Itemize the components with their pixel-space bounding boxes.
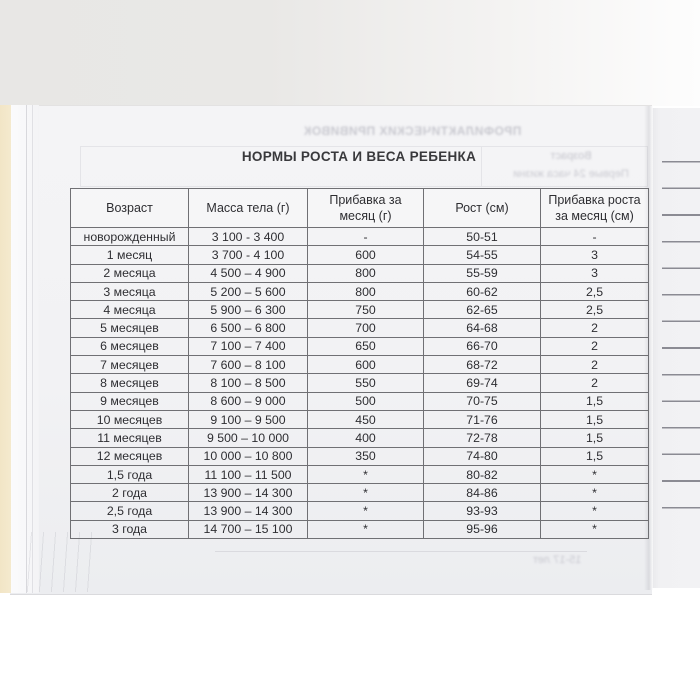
table-cell: 1,5 bbox=[541, 392, 649, 410]
table-cell: 8 600 – 9 000 bbox=[189, 392, 308, 410]
photo-backdrop-bottom bbox=[0, 592, 700, 700]
table-cell: 64-68 bbox=[424, 319, 541, 337]
table-cell: * bbox=[308, 484, 424, 502]
table-cell: 1,5 года bbox=[71, 465, 189, 483]
table-cell: 80-82 bbox=[424, 465, 541, 483]
table-cell: 10 000 – 10 800 bbox=[189, 447, 308, 465]
col-header-height: Рост (см) bbox=[424, 189, 541, 228]
col-header-height-gain: Прибавка роста за месяц (см) bbox=[541, 189, 649, 228]
table-cell: 72-78 bbox=[424, 429, 541, 447]
table-cell: 3 месяца bbox=[71, 282, 189, 300]
bleed-through-cell: Первые 24 часа жизни bbox=[513, 168, 629, 180]
table-cell: 450 bbox=[308, 410, 424, 428]
col-header-monthly-gain: Прибавка за месяц (г) bbox=[308, 189, 424, 228]
bleed-through-cell: Возраст bbox=[550, 150, 592, 162]
page-title: НОРМЫ РОСТА И ВЕСА РЕБЕНКА bbox=[241, 149, 477, 164]
table-row bbox=[71, 228, 649, 246]
table-cell: 800 bbox=[308, 282, 424, 300]
table-cell: 350 bbox=[308, 447, 424, 465]
table-row bbox=[71, 465, 649, 483]
table-cell: 1 месяц bbox=[71, 246, 189, 264]
table-cell: 2,5 bbox=[541, 301, 649, 319]
table-row bbox=[71, 392, 649, 410]
table-row bbox=[71, 410, 649, 428]
table-cell: 2 bbox=[541, 337, 649, 355]
table-cell: 11 месяцев bbox=[71, 429, 189, 447]
growth-weight-table bbox=[70, 188, 649, 539]
col-header-age: Возраст bbox=[71, 189, 189, 228]
table-row bbox=[71, 520, 649, 538]
table-cell: 3 100 - 3 400 bbox=[189, 228, 308, 246]
table-row bbox=[71, 319, 649, 337]
table-row bbox=[71, 301, 649, 319]
table-cell: 2 bbox=[541, 356, 649, 374]
table-cell: 5 900 – 6 300 bbox=[189, 301, 308, 319]
table-cell: 6 500 – 6 800 bbox=[189, 319, 308, 337]
table-cell: 13 900 – 14 300 bbox=[189, 502, 308, 520]
table-row bbox=[71, 502, 649, 520]
table-cell: 2 года bbox=[71, 484, 189, 502]
table-cell: 700 bbox=[308, 319, 424, 337]
photo-backdrop-top bbox=[0, 0, 700, 106]
bleed-through-bottom-row bbox=[215, 551, 587, 566]
table-cell: 9 100 – 9 500 bbox=[189, 410, 308, 428]
table-cell: 74-80 bbox=[424, 447, 541, 465]
table-cell: 600 bbox=[308, 246, 424, 264]
table-cell: 55-59 bbox=[424, 264, 541, 282]
bleed-through-cell: 15-17 лет bbox=[532, 554, 581, 566]
table-cell: 4 500 – 4 900 bbox=[189, 264, 308, 282]
table-row bbox=[71, 356, 649, 374]
table-cell: 9 500 – 10 000 bbox=[189, 429, 308, 447]
page-corner-sheets bbox=[20, 532, 98, 592]
table-cell: 4 месяца bbox=[71, 301, 189, 319]
bleed-through-heading: ПРОФИЛАКТИЧЕСКИХ ПРИВИВОК bbox=[303, 124, 522, 138]
table-cell: 71-76 bbox=[424, 410, 541, 428]
table-cell: 600 bbox=[308, 356, 424, 374]
table-cell: * bbox=[541, 502, 649, 520]
lined-page-edge bbox=[652, 108, 700, 588]
table-cell: * bbox=[541, 465, 649, 483]
table-cell: 69-74 bbox=[424, 374, 541, 392]
table-cell: * bbox=[308, 520, 424, 538]
table-cell: 84-86 bbox=[424, 484, 541, 502]
table-cell: 68-72 bbox=[424, 356, 541, 374]
table-cell: 1,5 bbox=[541, 410, 649, 428]
table-cell: 50-51 bbox=[424, 228, 541, 246]
table-row bbox=[71, 337, 649, 355]
table-cell: 5 200 – 5 600 bbox=[189, 282, 308, 300]
table-cell: * bbox=[308, 465, 424, 483]
table-cell: 6 месяцев bbox=[71, 337, 189, 355]
table-cell: 66-70 bbox=[424, 337, 541, 355]
table-cell: 800 bbox=[308, 264, 424, 282]
table-row bbox=[71, 264, 649, 282]
table-cell: 70-75 bbox=[424, 392, 541, 410]
table-row bbox=[71, 282, 649, 300]
table-cell: 95-96 bbox=[424, 520, 541, 538]
table-cell: 500 bbox=[308, 392, 424, 410]
table-cell: 1,5 bbox=[541, 429, 649, 447]
ruled-lines bbox=[662, 161, 700, 533]
table-cell: 1,5 bbox=[541, 447, 649, 465]
table-cell: 7 100 – 7 400 bbox=[189, 337, 308, 355]
table-cell: * bbox=[541, 520, 649, 538]
table-cell: 12 месяцев bbox=[71, 447, 189, 465]
table-cell: 2,5 года bbox=[71, 502, 189, 520]
table-cell: * bbox=[541, 484, 649, 502]
table-cell: 3 bbox=[541, 264, 649, 282]
table-cell: 750 bbox=[308, 301, 424, 319]
table-cell: 62-65 bbox=[424, 301, 541, 319]
col-header-body-mass: Масса тела (г) bbox=[189, 189, 308, 228]
table-cell: 3 года bbox=[71, 520, 189, 538]
table-cell: 3 bbox=[541, 246, 649, 264]
table-cell: - bbox=[541, 228, 649, 246]
table-cell: 650 bbox=[308, 337, 424, 355]
table-cell: 13 900 – 14 300 bbox=[189, 484, 308, 502]
table-cell: - bbox=[308, 228, 424, 246]
table-cell: 2 bbox=[541, 374, 649, 392]
table-row bbox=[71, 246, 649, 264]
table-cell: 93-93 bbox=[424, 502, 541, 520]
table-cell: 550 bbox=[308, 374, 424, 392]
table-header-row bbox=[71, 189, 649, 228]
table-cell: 8 100 – 8 500 bbox=[189, 374, 308, 392]
table-cell: 14 700 – 15 100 bbox=[189, 520, 308, 538]
table-cell: 2 bbox=[541, 319, 649, 337]
table-cell: 400 bbox=[308, 429, 424, 447]
table-cell: 7 600 – 8 100 bbox=[189, 356, 308, 374]
table-cell: 60-62 bbox=[424, 282, 541, 300]
table-cell: 11 100 – 11 500 bbox=[189, 465, 308, 483]
table-body bbox=[71, 228, 649, 539]
table-cell: 10 месяцев bbox=[71, 410, 189, 428]
page-stack-edge bbox=[11, 105, 39, 593]
table-cell: 8 месяцев bbox=[71, 374, 189, 392]
table-cell: 7 месяцев bbox=[71, 356, 189, 374]
table-cell: 2,5 bbox=[541, 282, 649, 300]
table-cell: 54-55 bbox=[424, 246, 541, 264]
table-cell: новорожденный bbox=[71, 228, 189, 246]
table-row bbox=[71, 484, 649, 502]
table-cell: 5 месяцев bbox=[71, 319, 189, 337]
table-row bbox=[71, 374, 649, 392]
table-cell: * bbox=[308, 502, 424, 520]
table-row bbox=[71, 429, 649, 447]
table-cell: 3 700 - 4 100 bbox=[189, 246, 308, 264]
table-row bbox=[71, 447, 649, 465]
table-cell: 9 месяцев bbox=[71, 392, 189, 410]
table-cell: 2 месяца bbox=[71, 264, 189, 282]
